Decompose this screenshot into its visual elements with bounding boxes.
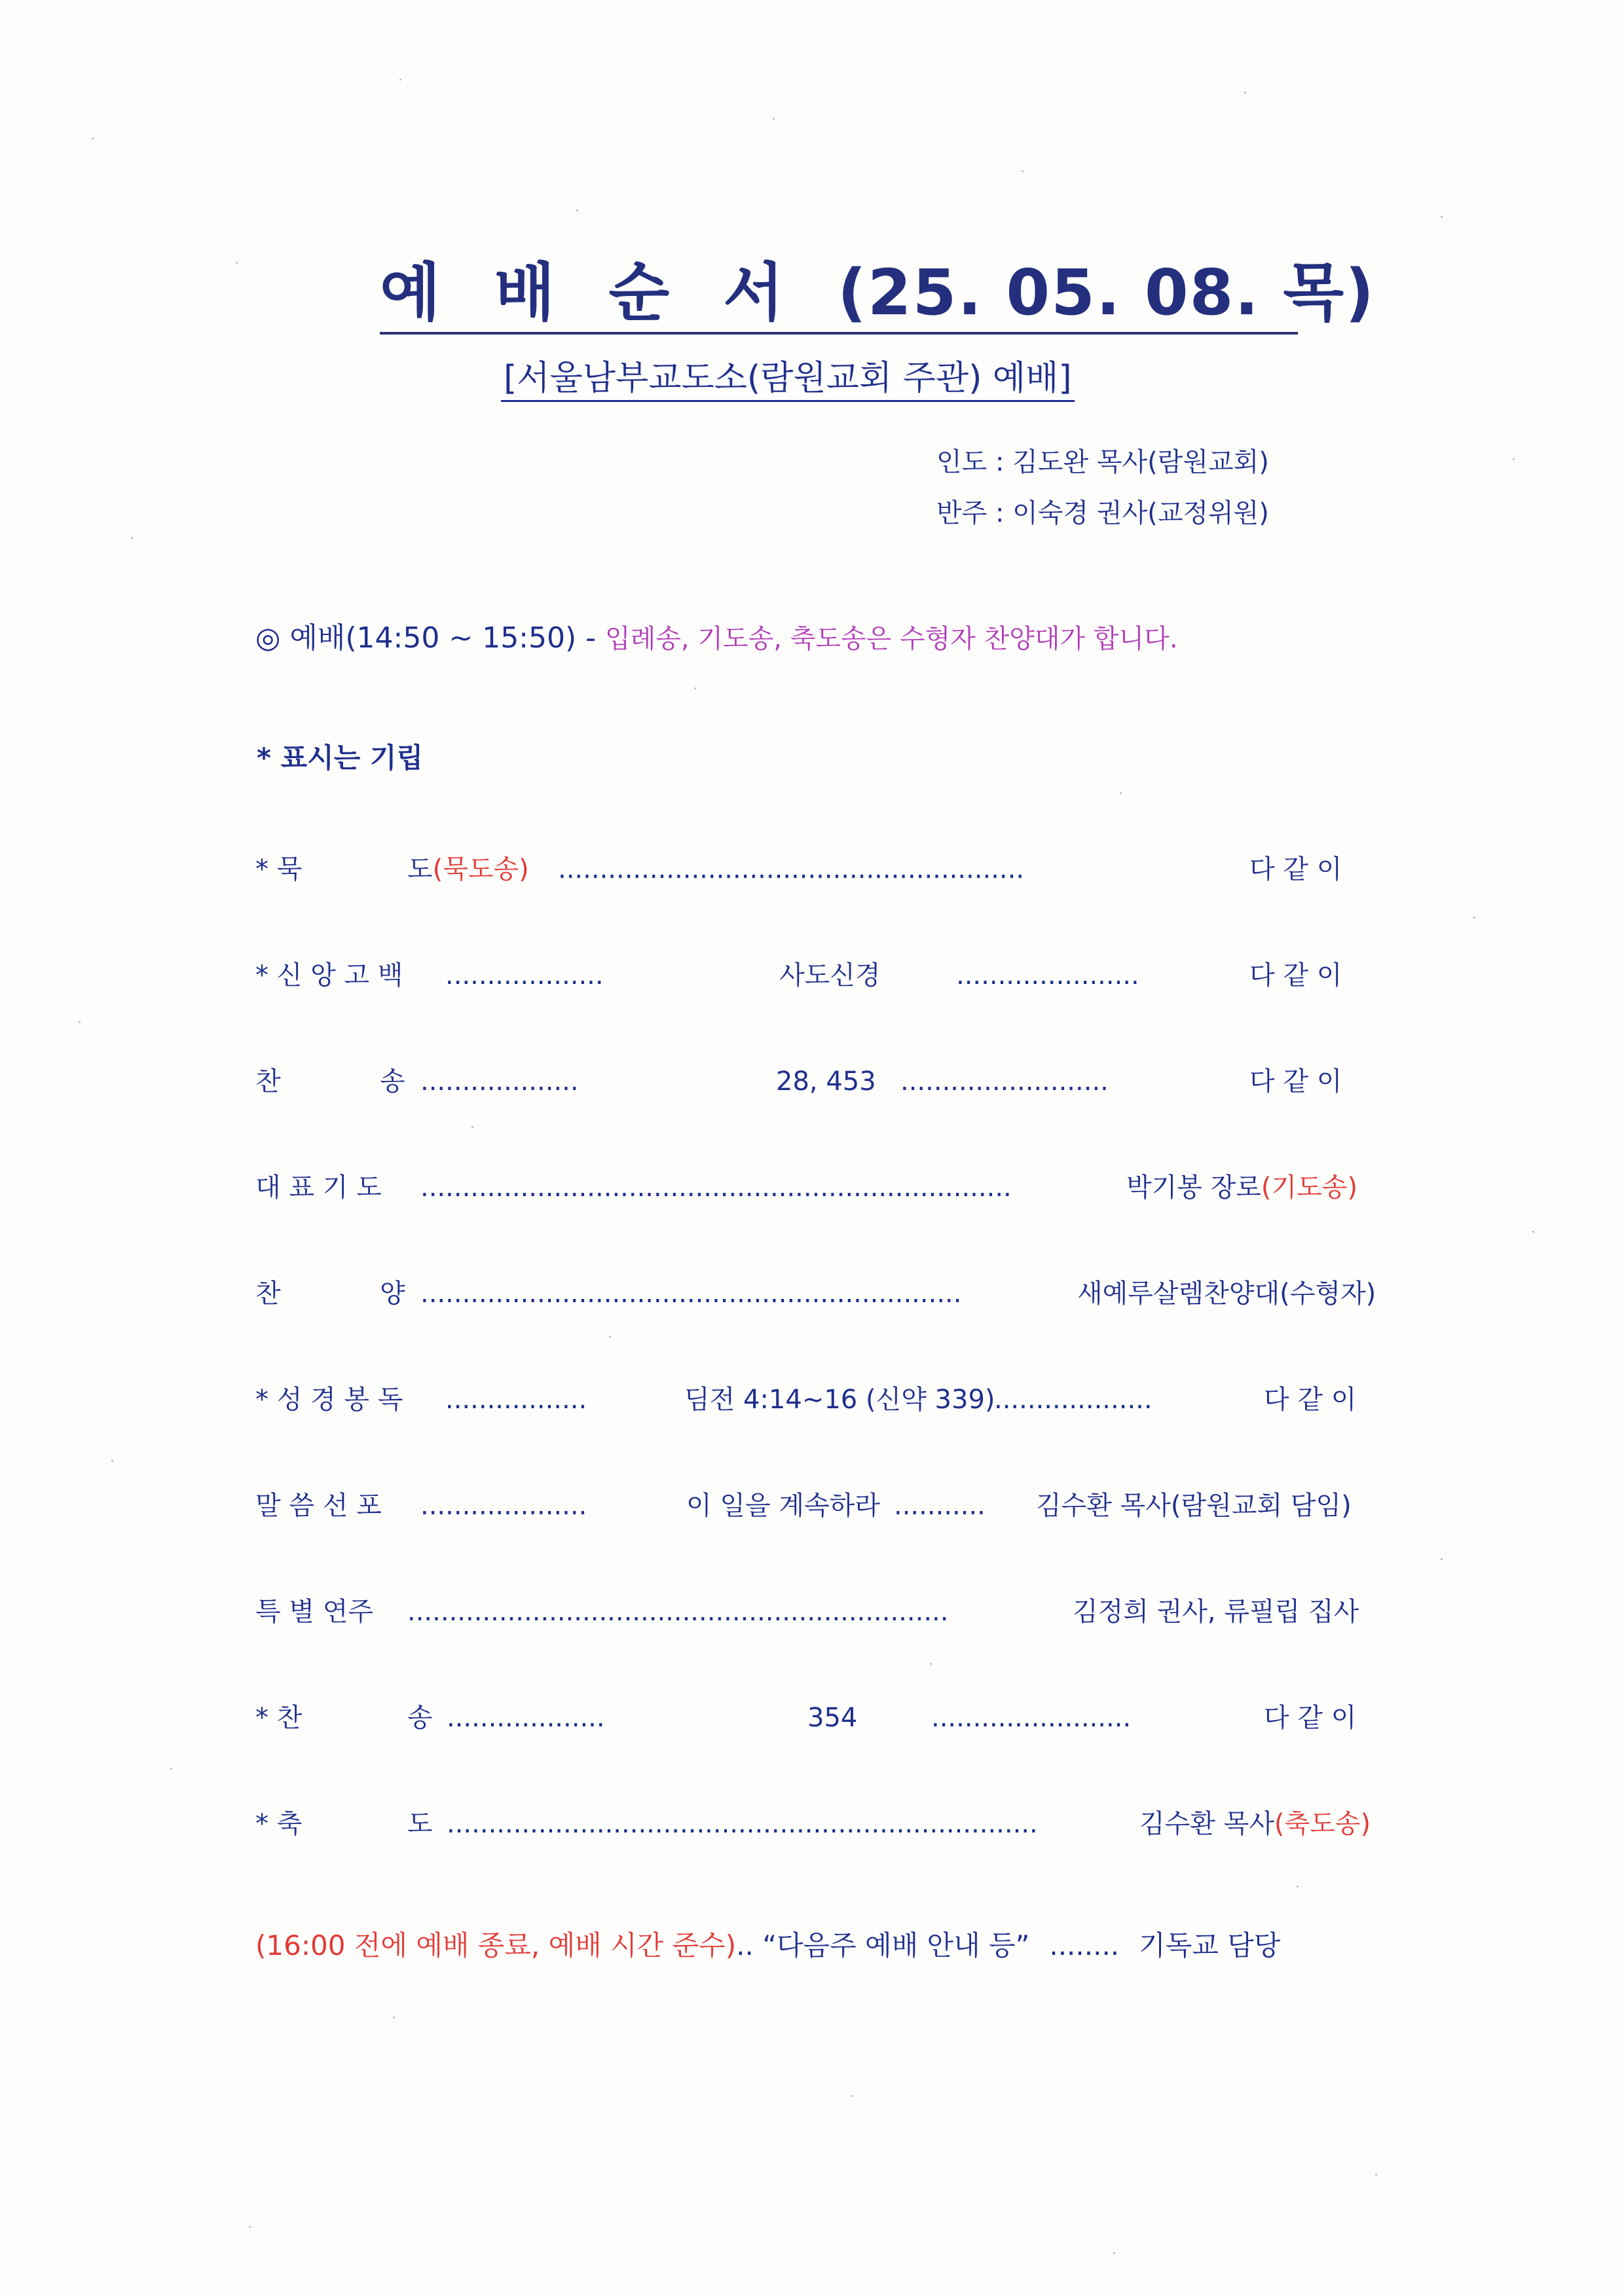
title-underline: [380, 332, 1298, 335]
dot-leader: ...................: [994, 1385, 1153, 1415]
scan-speck: [393, 2016, 395, 2018]
title-char-1: 예: [380, 256, 442, 329]
order-item-name: 말 씀 선 포: [255, 1491, 382, 1521]
order-item-name: 대 표 기 도: [255, 1173, 382, 1203]
order-item-person: [1139, 1804, 1371, 1844]
order-item-person-name: 박기봉 장로: [1126, 1173, 1261, 1203]
order-item-detail: 354: [807, 1703, 858, 1733]
dot-leader: .................................................................: [420, 1279, 962, 1309]
order-item-person: 다 같 이: [1264, 1703, 1357, 1733]
dot-leader: ........................: [931, 1703, 1132, 1733]
dot-leader: ...................: [445, 960, 604, 991]
scan-speck: [1120, 792, 1122, 794]
scan-speck: [851, 2095, 853, 2097]
footer-announcement: [255, 1926, 1280, 1965]
order-item-name: * 축: [255, 1809, 303, 1839]
title-date: (25. 05. 08. 목): [838, 256, 1375, 329]
dot-leader: ...................: [420, 1066, 579, 1097]
order-item-name: * 묵: [255, 854, 303, 884]
scan-speck: [131, 537, 133, 539]
scan-speck: [1244, 92, 1246, 94]
order-row: [255, 1592, 1388, 1631]
title-char-4: 서: [723, 256, 785, 329]
worship-time-line: [255, 619, 1178, 659]
order-item-name: * 찬: [255, 1703, 303, 1733]
footer-announcement-text: .. “다음주 예배 안내 등”: [736, 1929, 1030, 1961]
dot-leader: .................................................................: [407, 1597, 949, 1627]
scan-speck: [1441, 1558, 1443, 1560]
worship-note: 입례송, 기도송, 축도송은 수형자 찬양대가 합니다.: [605, 624, 1178, 654]
order-row: [255, 1804, 1388, 1844]
order-item-person-name: 김수환 목사: [1139, 1809, 1274, 1839]
order-row: [255, 850, 1388, 889]
order-item-person: 다 같 이: [1264, 1385, 1357, 1415]
order-item-name-b: 도: [407, 854, 433, 884]
scan-speck: [1441, 216, 1443, 218]
order-row: [255, 1486, 1388, 1525]
scan-speck: [249, 2226, 251, 2228]
scan-speck: [399, 79, 401, 81]
order-item-person: 다 같 이: [1249, 854, 1342, 884]
scan-speck: [111, 1460, 113, 1462]
order-item-name-end: 송: [407, 1703, 433, 1733]
dot-leader: .......................................................................: [420, 1173, 1012, 1203]
standing-note: * 표시는 기립: [257, 742, 424, 774]
leader-line: 인도 : 김도완 목사(람원교회): [936, 447, 1269, 477]
dot-leader: .........................: [900, 1066, 1109, 1097]
worship-time-label: ◎ 예배(14:50 ~ 15:50) -: [255, 621, 606, 655]
dot-leader: ...........: [894, 1491, 986, 1521]
order-item-name: 찬: [255, 1279, 281, 1309]
scan-speck: [1473, 917, 1475, 919]
order-item-person: 다 같 이: [1249, 960, 1342, 991]
scan-speck: [79, 1021, 81, 1023]
document-subtitle: [서울남부교도소(람원교회 주관) 예배]: [501, 357, 1075, 402]
order-row: [255, 1274, 1388, 1313]
dot-leader: ...................: [447, 1703, 605, 1733]
order-item-person: [1126, 1168, 1357, 1207]
order-item-person-note: (기도송): [1261, 1173, 1358, 1203]
order-row: [255, 1698, 1388, 1738]
scan-speck: [694, 687, 696, 689]
document-title: [380, 256, 1375, 329]
order-item-detail: 이 일을 계속하라: [686, 1491, 880, 1521]
scan-speck: [471, 1126, 473, 1128]
order-item-person-note: (축도송): [1274, 1809, 1371, 1839]
scan-speck: [1532, 1231, 1534, 1233]
scan-speck: [170, 1768, 172, 1770]
dot-leader: .......................................................................: [447, 1809, 1038, 1839]
order-item-name-end: 송: [380, 1066, 405, 1097]
order-row: [255, 1168, 1388, 1207]
scan-speck: [609, 1336, 611, 1338]
order-item-name: * 성 경 봉 독: [255, 1385, 403, 1415]
scan-speck: [773, 118, 775, 120]
scan-speck: [930, 1663, 932, 1665]
accompanist-line: 반주 : 이숙경 권사(교정위원): [936, 498, 1269, 528]
order-row: [255, 1380, 1388, 1419]
order-item-name-end: 양: [380, 1279, 405, 1309]
scan-speck: [1113, 2252, 1115, 2254]
order-item-name: * 신 앙 고 백: [255, 960, 403, 991]
title-char-2: 배: [494, 256, 557, 329]
order-item-detail: 28, 453: [776, 1066, 876, 1097]
scan-speck: [1022, 170, 1024, 172]
order-item-person: 김정희 권사, 류필립 집사: [1073, 1597, 1359, 1627]
order-item-name: 특 별 연주: [255, 1597, 373, 1627]
scan-speck: [1513, 458, 1515, 460]
footer-time-notice: (16:00 전에 예배 종료, 예배 시간 준수): [255, 1929, 737, 1961]
order-row: [255, 1062, 1388, 1101]
order-item-name-end: 도: [407, 1809, 433, 1839]
order-item-name-end: [407, 850, 529, 889]
dot-leader: .................: [445, 1385, 587, 1415]
footer-person: 기독교 담당: [1139, 1929, 1281, 1961]
scan-speck: [576, 210, 578, 211]
order-item-name-note: (묵도송): [432, 854, 529, 884]
order-item-person: 김수환 목사(람원교회 담임): [1036, 1491, 1352, 1521]
order-item-detail: 딤전 4:14~16 (신약 339): [684, 1385, 995, 1415]
scan-speck: [1297, 1886, 1299, 1887]
order-row: [255, 956, 1388, 995]
scan-speck: [92, 137, 94, 139]
scan-speck: [236, 262, 238, 264]
scan-speck: [1375, 2174, 1377, 2176]
dot-leader: ....................: [420, 1491, 587, 1521]
order-item-detail: 사도신경: [779, 960, 881, 991]
dot-leader: ........................................................: [558, 854, 1025, 884]
title-char-3: 순: [608, 256, 671, 329]
order-item-person: 다 같 이: [1249, 1066, 1342, 1097]
dot-leader: ........: [1049, 1929, 1120, 1961]
order-item-name: 찬: [255, 1066, 281, 1097]
dot-leader: ......................: [956, 960, 1139, 991]
order-item-person: 새예루살렘찬양대(수형자): [1077, 1279, 1376, 1309]
